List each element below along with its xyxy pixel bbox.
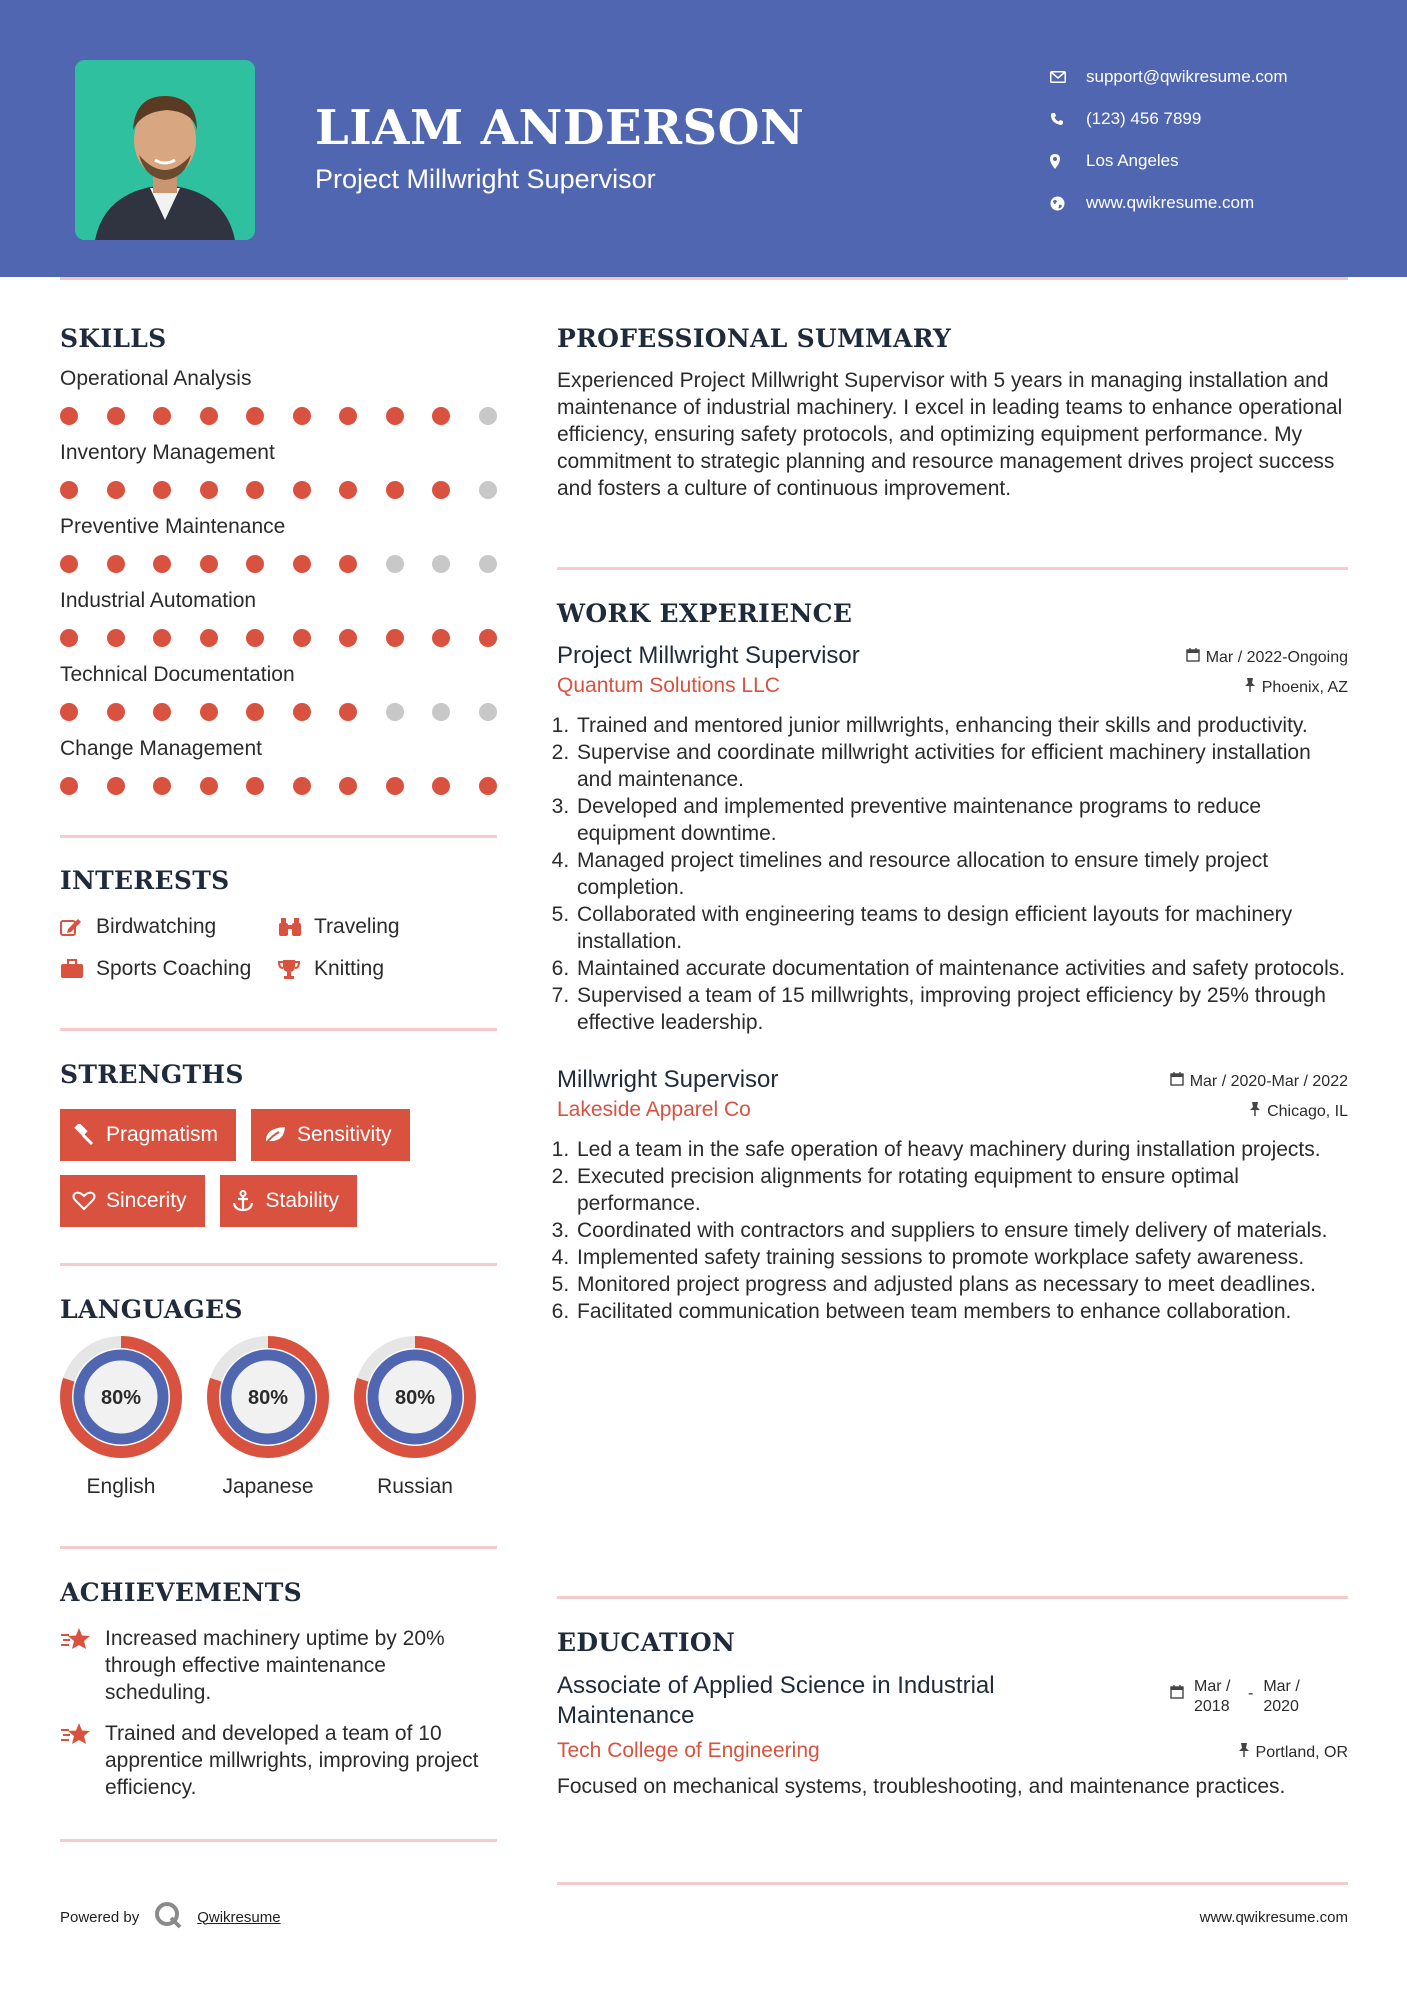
strengths-title: STRENGTHS	[60, 1060, 244, 1089]
job-company: Lakeside Apparel Co	[557, 1098, 751, 1121]
job-location	[1244, 674, 1348, 697]
rating-dot	[246, 481, 264, 499]
rating-dot	[339, 777, 357, 795]
rating-dot	[107, 555, 125, 573]
rating-dot	[153, 555, 171, 573]
rating-dot	[107, 703, 125, 721]
rating-dot	[479, 777, 497, 795]
rating-dot	[107, 629, 125, 647]
achievement-text: Increased machinery uptime by 20% through effective maintenance scheduling.	[105, 1627, 445, 1704]
rating-dot	[479, 555, 497, 573]
section-divider	[60, 1546, 497, 1549]
summary-title: PROFESSIONAL SUMMARY	[557, 324, 952, 353]
job-location-text: Phoenix, AZ	[1261, 678, 1348, 696]
strength-badge	[60, 1175, 205, 1227]
rating-dot	[386, 555, 404, 573]
experience-title: WORK EXPERIENCE	[557, 599, 853, 628]
contact-website-text: www.qwikresume.com	[1086, 193, 1255, 212]
interest-label: Knitting	[314, 957, 385, 980]
skill-name: Operational Analysis	[60, 367, 252, 390]
job-bullet: 1. Led a team in the safe operation of heavy machinery during installation projects.	[575, 1136, 1348, 1163]
gavel-icon	[72, 1124, 106, 1146]
languages-list	[60, 1336, 497, 1499]
rating-dot	[60, 407, 78, 425]
education-description: Focused on mechanical systems, troubleshooting, and maintenance practices.	[557, 1775, 1286, 1798]
leaf-icon	[263, 1125, 297, 1145]
summary-text: Experienced Project Millwright Supervisor with 5 years in managing installation and maintenance of industrial machinery. I excel in leading teams to enhance operational efficiency, ensuring safety protocols, and optimizing equipment performance. My commitment to strategic planning and resource management drives project success and fosters a culture of continuous improvement.	[557, 369, 1343, 500]
rating-dot	[479, 703, 497, 721]
qwikresume-logo-icon	[153, 1900, 183, 1934]
interest-item	[60, 957, 278, 981]
job-bullet: 4. Implemented safety training sessions to promote workplace safety awareness.	[575, 1244, 1348, 1271]
qwikresume-link[interactable]: Qwikresume	[197, 1908, 281, 1926]
achievement-text: Trained and developed a team of 10 apprentice millwrights, improving project efficiency.	[105, 1722, 479, 1799]
rating-dot	[432, 555, 450, 573]
heart-icon	[72, 1191, 106, 1211]
language-percent: 80%	[247, 1387, 289, 1409]
header-divider	[60, 277, 1348, 280]
rating-dot	[339, 703, 357, 721]
rating-dot	[339, 481, 357, 499]
skill-rating	[60, 397, 497, 441]
interest-label: Traveling	[314, 915, 400, 938]
rating-dot	[386, 481, 404, 499]
rating-dot	[200, 555, 218, 573]
skill-rating	[60, 545, 497, 589]
section-divider	[60, 1839, 497, 1842]
job-title: Project Millwright Supervisor	[557, 642, 860, 669]
skill-name: Preventive Maintenance	[60, 515, 286, 538]
rating-dot	[200, 703, 218, 721]
calendar-icon	[1170, 1677, 1184, 1704]
rating-dot	[293, 555, 311, 573]
pushpin-icon	[1244, 678, 1256, 697]
language-item	[60, 1336, 182, 1499]
section-divider	[557, 1882, 1348, 1885]
section-divider	[60, 835, 497, 838]
rating-dot	[432, 407, 450, 425]
job-bullet: 1. Trained and mentored junior millwrights, enhancing their skills and productivity.	[575, 712, 1348, 739]
rating-dot	[60, 555, 78, 573]
job-dates	[1170, 1066, 1348, 1091]
rating-dot	[107, 481, 125, 499]
skill-rating	[60, 619, 497, 663]
rating-dot	[432, 703, 450, 721]
rating-dot	[246, 629, 264, 647]
degree-title: Associate of Applied Science in Industrial Maintenance	[557, 1672, 995, 1729]
school-name: Tech College of Engineering	[557, 1739, 820, 1762]
languages-section	[60, 1295, 497, 1499]
achievement-item	[60, 1720, 497, 1801]
resume-header	[0, 0, 1407, 277]
job-bullet: 4. Managed project timelines and resource allocation to ensure timely project completion.	[575, 847, 1348, 901]
footer-url[interactable]: www.qwikresume.com	[1199, 1908, 1348, 1926]
phone-icon	[1050, 112, 1086, 126]
education-section	[557, 1628, 1348, 1800]
rating-dot	[153, 407, 171, 425]
rating-dot	[479, 407, 497, 425]
anchor-icon	[232, 1190, 266, 1212]
rating-dot	[153, 777, 171, 795]
calendar-icon	[1186, 648, 1200, 667]
job-bullet: 3. Coordinated with contractors and suppliers to ensure timely delivery of materials.	[575, 1217, 1348, 1244]
contact-location-text: Los Angeles	[1086, 151, 1179, 170]
strength-label: Stability	[265, 1189, 340, 1212]
rating-dot	[386, 703, 404, 721]
skill-name: Change Management	[60, 737, 262, 760]
job-title: Millwright Supervisor	[557, 1066, 779, 1093]
pushpin-icon	[1238, 1743, 1250, 1762]
rating-dot	[432, 777, 450, 795]
job-dates-text: Mar / 2020-Mar / 2022	[1189, 1072, 1348, 1090]
education-title: EDUCATION	[557, 1628, 736, 1657]
rating-dot	[293, 703, 311, 721]
page-footer	[60, 1900, 1348, 1934]
strengths-section	[60, 1060, 497, 1227]
job-bullets	[575, 1136, 1348, 1325]
rating-dot	[60, 629, 78, 647]
profile-photo	[75, 60, 255, 240]
experience-section	[557, 599, 1348, 1325]
job-company: Quantum Solutions LLC	[557, 674, 780, 697]
job-bullet: 2. Supervise and coordinate millwright activities for efficient machinery installation and maintenance.	[575, 739, 1348, 793]
calendar-icon	[1170, 1072, 1184, 1091]
job-location-text: Chicago, IL	[1267, 1102, 1348, 1120]
language-name: Japanese	[222, 1475, 314, 1498]
job-bullet: 6. Maintained accurate documentation of maintenance activities and safety protocols.	[575, 955, 1348, 982]
rating-dot	[339, 555, 357, 573]
interest-label: Sports Coaching	[96, 957, 252, 980]
skills-list	[60, 367, 497, 811]
job-bullet: 7. Supervised a team of 15 millwrights, improving project efficiency by 25% through effective leadership.	[575, 982, 1348, 1036]
interest-label: Birdwatching	[96, 915, 217, 938]
language-name: Russian	[377, 1475, 453, 1498]
strength-label: Sensitivity	[297, 1123, 392, 1146]
achievement-item	[60, 1625, 497, 1706]
edit-icon	[60, 917, 96, 937]
rating-dot	[386, 407, 404, 425]
contact-phone[interactable]	[1050, 98, 1288, 140]
education-location	[1238, 1739, 1348, 1762]
job-entry	[557, 1066, 1348, 1325]
skills-section	[60, 324, 497, 811]
language-percent: 80%	[394, 1387, 436, 1409]
rating-dot	[386, 777, 404, 795]
rating-dot	[339, 407, 357, 425]
job-bullets	[575, 712, 1348, 1036]
job-bullet: 2. Executed precision alignments for rotating equipment to ensure optimal performance.	[575, 1163, 1348, 1217]
powered-by-label: Powered by	[60, 1908, 140, 1926]
job-bullet: 5. Monitored project progress and adjusted plans as necessary to meet deadlines.	[575, 1271, 1348, 1298]
rating-dot	[153, 481, 171, 499]
languages-title: LANGUAGES	[60, 1295, 243, 1324]
job-entry	[557, 642, 1348, 1036]
section-divider	[60, 1263, 497, 1266]
language-name: English	[86, 1475, 156, 1498]
briefcase-icon	[60, 959, 96, 979]
rating-dot	[107, 407, 125, 425]
language-ring	[60, 1336, 182, 1458]
rating-dot	[246, 703, 264, 721]
strength-badge	[251, 1109, 410, 1161]
rating-dot	[200, 407, 218, 425]
education-start-date: Mar / 2018	[1194, 1678, 1231, 1715]
skill-name: Inventory Management	[60, 441, 275, 464]
language-ring	[207, 1336, 329, 1458]
contact-phone-text: (123) 456 7899	[1086, 109, 1202, 128]
rating-dot	[107, 777, 125, 795]
skill-rating	[60, 693, 497, 737]
section-divider	[60, 1028, 497, 1031]
rating-dot	[386, 629, 404, 647]
achievements-list	[60, 1625, 497, 1801]
rating-dot	[432, 629, 450, 647]
rating-dot	[60, 481, 78, 499]
globe-icon	[1050, 196, 1086, 211]
job-bullet: 5. Collaborated with engineering teams to design efficient layouts for machinery installation.	[575, 901, 1348, 955]
strengths-list	[60, 1109, 497, 1227]
contact-location	[1050, 140, 1288, 182]
candidate-role: Project Millwright Supervisor	[315, 164, 656, 194]
education-location-text: Portland, OR	[1255, 1743, 1348, 1761]
education-end-date: Mar / 2020	[1263, 1678, 1300, 1715]
job-bullet: 3. Developed and implemented preventive maintenance programs to reduce equipment downtime.	[575, 793, 1348, 847]
star-icon	[60, 1625, 105, 1706]
language-item	[207, 1336, 329, 1499]
rating-dot	[246, 407, 264, 425]
job-dates	[1186, 642, 1348, 667]
skill-rating	[60, 471, 497, 515]
contact-list	[1050, 56, 1288, 224]
job-location	[1249, 1098, 1348, 1121]
job-dates-text: Mar / 2022-Ongoing	[1205, 648, 1348, 666]
language-percent: 80%	[100, 1387, 142, 1409]
interest-item	[278, 915, 478, 939]
contact-email-text: support@qwikresume.com	[1086, 67, 1288, 86]
rating-dot	[200, 629, 218, 647]
powered-by	[60, 1900, 281, 1934]
interests-title: INTERESTS	[60, 866, 230, 895]
rating-dot	[293, 407, 311, 425]
rating-dot	[293, 629, 311, 647]
achievements-title: ACHIEVEMENTS	[60, 1578, 302, 1607]
candidate-name: LIAM ANDERSON	[315, 100, 805, 156]
section-divider	[557, 567, 1348, 570]
pushpin-icon	[1249, 1102, 1261, 1121]
strength-label: Sincerity	[106, 1189, 187, 1212]
job-bullet: 6. Facilitated communication between team members to enhance collaboration.	[575, 1298, 1348, 1325]
strength-badge	[60, 1109, 236, 1161]
rating-dot	[200, 777, 218, 795]
rating-dot	[153, 629, 171, 647]
location-pin-icon	[1050, 154, 1086, 169]
skills-title: SKILLS	[60, 324, 167, 353]
interests-section	[60, 866, 497, 981]
section-divider	[557, 1596, 1348, 1599]
contact-website[interactable]	[1050, 182, 1288, 224]
binoculars-icon	[278, 917, 314, 937]
rating-dot	[432, 481, 450, 499]
rating-dot	[479, 629, 497, 647]
star-icon	[60, 1720, 105, 1801]
strength-label: Pragmatism	[106, 1123, 219, 1146]
interest-item	[278, 957, 478, 981]
rating-dot	[246, 555, 264, 573]
rating-dot	[60, 777, 78, 795]
achievements-section	[60, 1578, 497, 1815]
skill-name: Industrial Automation	[60, 589, 257, 612]
skill-name: Technical Documentation	[60, 663, 295, 686]
rating-dot	[200, 481, 218, 499]
trophy-icon	[278, 959, 314, 979]
contact-email[interactable]	[1050, 56, 1288, 98]
language-item	[354, 1336, 476, 1499]
rating-dot	[246, 777, 264, 795]
strength-badge	[220, 1175, 358, 1227]
summary-section	[557, 324, 1348, 502]
rating-dot	[293, 777, 311, 795]
rating-dot	[293, 481, 311, 499]
skill-rating	[60, 767, 497, 811]
interests-list	[60, 915, 497, 981]
rating-dot	[60, 703, 78, 721]
education-dates: Mar / 2018 - Mar / 2020	[1170, 1671, 1348, 1717]
interest-item	[60, 915, 278, 939]
rating-dot	[153, 703, 171, 721]
envelope-icon	[1050, 71, 1086, 83]
rating-dot	[479, 481, 497, 499]
rating-dot	[339, 629, 357, 647]
language-ring	[354, 1336, 476, 1458]
